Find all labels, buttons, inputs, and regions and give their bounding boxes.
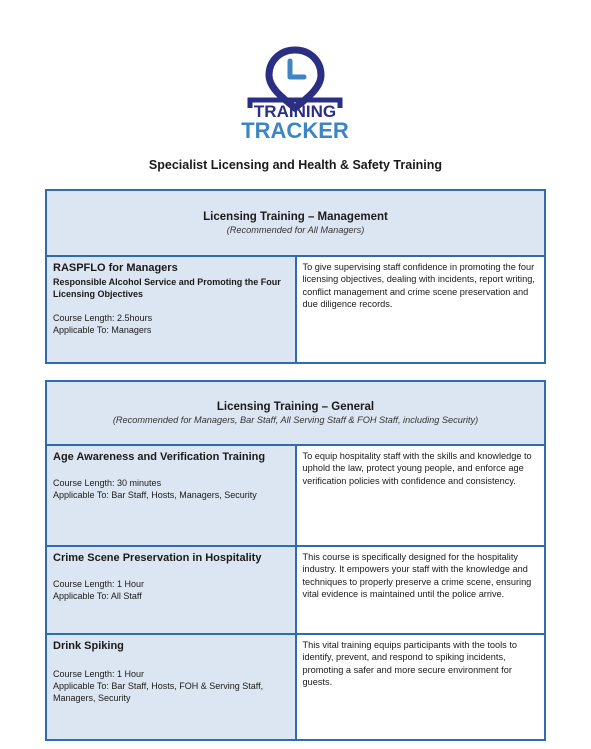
section-header (46, 190, 545, 256)
course-subtitle: Responsible Alcohol Service and Promoting the Four Licensing Objectives (53, 277, 281, 299)
course-length: Course Length: 2.5hours (53, 313, 153, 323)
course-description: To equip hospitality staff with the skills and knowledge to uphold the law, protect young people, and enforce age verification policies with confidence and consistency. (296, 445, 546, 546)
document-title: Specialist Licensing and Health & Safety Training (148, 158, 443, 172)
course-description: To give supervising staff confidence in promoting the four licensing objectives, dealing with incidents, report writing, conflict management and crime scene preservation and due diligence records. (296, 256, 546, 363)
course-info-cell (46, 634, 296, 740)
course-info-cell (46, 256, 296, 363)
section-title: Licensing Training – General (216, 401, 375, 413)
course-length: Course Length: 1 Hour (53, 669, 145, 679)
section-subtitle: (Recommended for Managers, Bar Staff, All Serving Staff & FOH Staff, including Security) (112, 415, 479, 425)
course-name: RASPFLO for Managers (53, 262, 178, 274)
course-length: Course Length: 1 Hour (53, 579, 145, 589)
course-applicable: Applicable To: Bar Staff, Hosts, FOH & Serving Staff, Managers, Security (53, 681, 264, 704)
location-pin-clock-icon (236, 46, 354, 142)
course-name: Age Awareness and Verification Training (53, 451, 266, 463)
course-description: This course is specifically designed for the hospitality industry. It empowers your staff with the knowledge and techniques to properly preserve a crime scene, ensuring vital evidence is maintained until the police arrive. (296, 546, 546, 634)
course-applicable: Applicable To: All Staff (53, 591, 142, 602)
course-description: This vital training equips participants with the tools to identify, prevent, and respond to spiking incidents, promoting a safer and more secure environment for guests. (296, 634, 546, 740)
course-name: Drink Spiking (53, 640, 124, 652)
logo-text-tracker: TRACKER (241, 118, 349, 142)
training-tracker-logo (236, 46, 354, 142)
course-length: Course Length: 30 minutes (53, 478, 162, 488)
licensing-general-table (45, 380, 546, 741)
course-name: Crime Scene Preservation in Hospitality (53, 552, 262, 564)
course-info-cell (46, 546, 296, 634)
licensing-management-table (45, 189, 546, 364)
course-info-cell (46, 445, 296, 546)
course-applicable: Applicable To: Managers (53, 325, 152, 336)
section-title: Licensing Training – Management (203, 211, 388, 223)
course-applicable: Applicable To: Bar Staff, Hosts, Managers, Security (53, 490, 257, 501)
logo-text-training: TRAINING (253, 102, 337, 121)
section-header (46, 381, 545, 445)
section-subtitle: (Recommended for All Managers) (226, 225, 365, 235)
